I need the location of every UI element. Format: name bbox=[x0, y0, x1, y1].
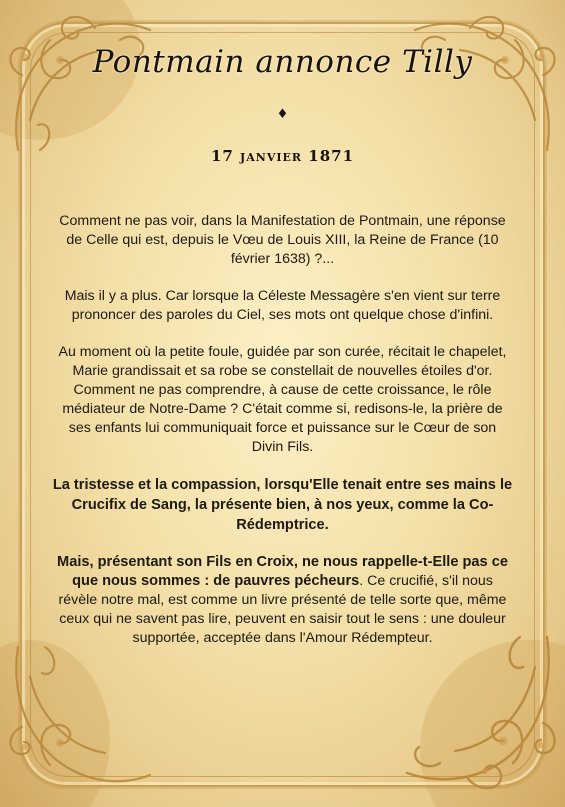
paragraph-regular-part: . Ce crucifié, s'il nous révèle notre mal, est comme un livre présenté de telle sorte que, même ceux qui ne savent pas lire, peuvent en saisir tout le sens : une douleur supportée, acceptée dans l'Amour Rédempteur. bbox=[58, 573, 507, 646]
separator-diamond: ♦ bbox=[276, 107, 289, 122]
paragraph: Au moment où la petite foule, guidée par son curée, récitait le chapelet, Marie grandissait et sa robe se constellait de nouvelles étoiles d'or. Comment ne pas comprendre, à cause de cette croissance, le rôle médiateur de Notre-Dame ? C'était comme si, redisons-le, la prière de ses enfants lui communiquait force et puissance sur le Cœur de son Divin Fils. bbox=[58, 344, 507, 455]
date-heading: 17 janvier 1871 bbox=[210, 147, 355, 165]
paragraph-emphasis: La tristesse et la compassion, lorsqu'Elle tenait entre ses mains le Crucifix de Sang, la présente bien, à nos yeux, comme la Co-Rédemptrice. bbox=[52, 477, 513, 533]
article-body bbox=[52, 212, 513, 666]
paragraph: Mais il y a plus. Car lorsque la Céleste Messagère s'en vient sur terre prononcer des paroles du Ciel, ses mots ont quelque chose d'infini. bbox=[64, 288, 501, 323]
paragraph-mixed bbox=[52, 553, 513, 648]
page-title: Pontmain annonce Tilly bbox=[92, 44, 473, 80]
paragraph-bold-part: Mais, présentant son Fils en Croix, ne nous rappelle-t-Elle pas ce que nous sommes : de pauvres pécheurs bbox=[57, 554, 508, 589]
paragraph: Comment ne pas voir, dans la Manifestation de Pontmain, une réponse de Celle qui est, depuis le Vœu de Louis XIII, la Reine de France (10 février 1638) ?... bbox=[59, 213, 506, 267]
